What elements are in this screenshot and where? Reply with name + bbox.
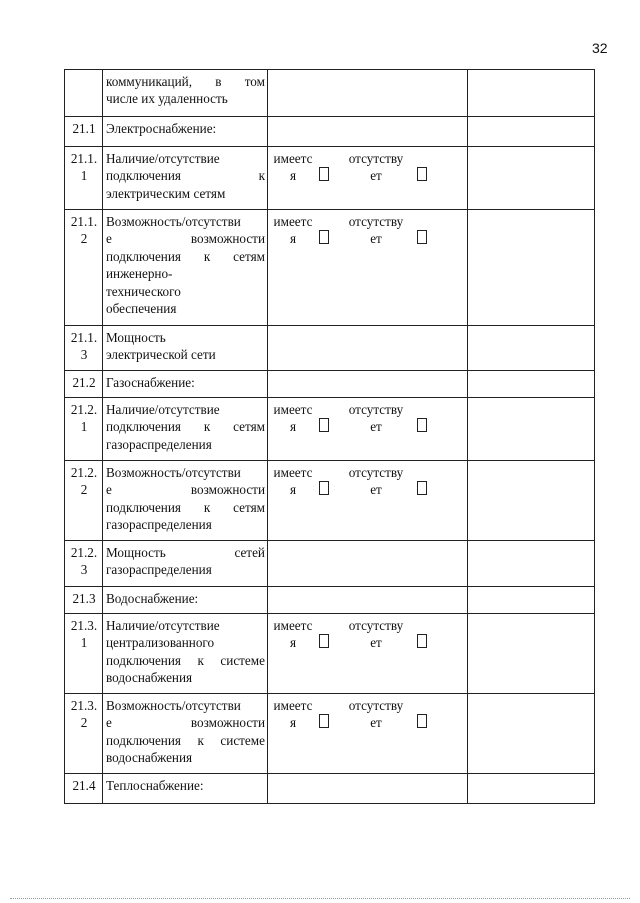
option-absent: [343, 697, 427, 732]
row-value: [268, 371, 468, 398]
table-row: [65, 117, 595, 147]
row-label: [103, 694, 268, 774]
option-absent-label: отсутству ет: [348, 618, 404, 651]
row-number: 21.3. 2: [65, 694, 103, 774]
row-value: [268, 117, 468, 147]
option-present-label: имеетс я: [273, 465, 313, 498]
row-label-line: Возможность/отсутстви: [106, 465, 241, 480]
option-absent: [343, 401, 427, 436]
option-absent: [343, 617, 427, 652]
row-label-line: Теплоснабжение:: [106, 778, 204, 793]
row-label-line: технического: [106, 283, 181, 299]
row-label-line: е возможности: [106, 482, 265, 498]
row-value: [268, 210, 468, 326]
row-label-line: Возможность/отсутстви: [106, 214, 241, 229]
row-number: 21.2: [65, 371, 103, 398]
form-table: [64, 69, 595, 804]
row-label: [103, 614, 268, 694]
row-value: [268, 147, 468, 210]
row-note: [468, 117, 595, 147]
option-present-checkbox[interactable]: [319, 481, 329, 495]
row-label-line: Водоснабжение:: [106, 591, 199, 606]
option-present-checkbox[interactable]: [319, 230, 329, 244]
row-number: 21.3: [65, 587, 103, 614]
row-number: 21.2. 1: [65, 398, 103, 461]
option-absent-label: отсутству ет: [348, 214, 404, 247]
option-present: [271, 697, 329, 732]
row-label-line: газораспределения: [106, 517, 212, 533]
row-label-line: централизованного: [106, 635, 215, 651]
row-note: [468, 541, 595, 587]
option-present-checkbox[interactable]: [319, 167, 329, 181]
row-label: [103, 117, 268, 147]
option-absent: [343, 464, 427, 499]
row-note: [468, 461, 595, 541]
table-row: [65, 147, 595, 210]
row-label-line: Мощность сетей: [106, 545, 265, 560]
row-note: [468, 694, 595, 774]
option-present-checkbox[interactable]: [319, 634, 329, 648]
row-label-line: Наличие/отсутствие: [106, 402, 220, 417]
table-row: [65, 541, 595, 587]
row-label-line: водоснабжения: [106, 750, 193, 766]
option-present-label: имеетс я: [273, 698, 313, 731]
row-label: [103, 541, 268, 587]
row-label-line: подключения к сетям: [106, 248, 265, 264]
table-row: [65, 70, 595, 117]
row-note: [468, 210, 595, 326]
row-label: [103, 461, 268, 541]
row-label-line: подключения к сетям: [106, 499, 265, 515]
option-present: [271, 401, 329, 436]
option-present-label: имеетс я: [273, 151, 313, 184]
option-absent-label: отсутству ет: [348, 402, 404, 435]
row-number: 21.2. 2: [65, 461, 103, 541]
row-label: [103, 398, 268, 461]
option-absent-checkbox[interactable]: [417, 634, 427, 648]
row-label-line: Наличие/отсутствие: [106, 151, 220, 166]
table-row: [65, 774, 595, 804]
row-label: [103, 326, 268, 371]
row-value: [268, 326, 468, 371]
row-label-line: электрическим сетям: [106, 185, 226, 201]
row-value: [268, 398, 468, 461]
row-label-line: Мощность: [106, 330, 166, 345]
option-present: [271, 617, 329, 652]
option-absent-label: отсутству ет: [348, 698, 404, 731]
row-number: 21.3. 1: [65, 614, 103, 694]
row-number: 21.1. 1: [65, 147, 103, 210]
row-value: [268, 541, 468, 587]
option-present: [271, 464, 329, 499]
row-note: [468, 398, 595, 461]
option-absent-checkbox[interactable]: [417, 167, 427, 181]
row-value: [268, 461, 468, 541]
row-label-line: коммуникаций, в том: [106, 74, 265, 89]
row-label: [103, 774, 268, 804]
row-label-line: Электроснабжение:: [106, 121, 217, 136]
option-present: [271, 150, 329, 185]
row-label: [103, 587, 268, 614]
option-absent-label: отсутству ет: [348, 151, 404, 184]
page-number: 32: [592, 40, 608, 56]
row-label-line: газораспределения: [106, 436, 212, 452]
row-label-line: Наличие/отсутствие: [106, 618, 220, 633]
row-note: [468, 774, 595, 804]
row-note: [468, 587, 595, 614]
table-row: [65, 398, 595, 461]
option-absent: [343, 213, 427, 248]
row-label-line: числе их удаленность: [106, 91, 228, 107]
row-number: 21.2. 3: [65, 541, 103, 587]
page-edge-line: [10, 898, 630, 899]
table-row: [65, 210, 595, 326]
option-absent-checkbox[interactable]: [417, 230, 427, 244]
row-note: [468, 147, 595, 210]
row-number: 21.4: [65, 774, 103, 804]
row-note: [468, 371, 595, 398]
option-present-label: имеетс я: [273, 402, 313, 435]
table-row: [65, 587, 595, 614]
row-label-line: электрической сети: [106, 347, 216, 363]
row-number: 21.1. 3: [65, 326, 103, 371]
row-label-line: подключения к системе: [106, 732, 265, 748]
option-present-label: имеетс я: [273, 618, 313, 651]
option-present-checkbox[interactable]: [319, 418, 329, 432]
option-absent-label: отсутству ет: [348, 465, 404, 498]
row-label-line: водоснабжения: [106, 670, 193, 686]
row-value: [268, 694, 468, 774]
option-present-label: имеетс я: [273, 214, 313, 247]
row-number: 21.1. 2: [65, 210, 103, 326]
row-value: [268, 587, 468, 614]
row-label-line: подключения к сетям: [106, 419, 265, 435]
row-label: [103, 70, 268, 117]
option-present: [271, 213, 329, 248]
row-label-line: е возможности: [106, 715, 265, 731]
row-value: [268, 774, 468, 804]
row-note: [468, 70, 595, 117]
option-absent: [343, 150, 427, 185]
row-label-line: инженерно-: [106, 266, 173, 282]
row-number: [65, 70, 103, 117]
row-value: [268, 70, 468, 117]
row-note: [468, 614, 595, 694]
row-label: [103, 210, 268, 326]
table-row: [65, 461, 595, 541]
row-note: [468, 326, 595, 371]
row-label-line: подключения к системе: [106, 652, 265, 668]
table-row: [65, 371, 595, 398]
row-label-line: Возможность/отсутстви: [106, 698, 241, 713]
row-label-line: е возможности: [106, 231, 265, 247]
table-row: [65, 326, 595, 371]
row-number: 21.1: [65, 117, 103, 147]
option-absent-checkbox[interactable]: [417, 418, 427, 432]
row-label-line: Газоснабжение:: [106, 375, 195, 390]
table-row: [65, 614, 595, 694]
option-absent-checkbox[interactable]: [417, 714, 427, 728]
row-label-line: газораспределения: [106, 562, 212, 578]
row-label-line: обеспечения: [106, 301, 177, 317]
row-label: [103, 371, 268, 398]
table-row: [65, 694, 595, 774]
row-label-line: подключения к: [106, 168, 265, 184]
option-present-checkbox[interactable]: [319, 714, 329, 728]
row-value: [268, 614, 468, 694]
row-label: [103, 147, 268, 210]
option-absent-checkbox[interactable]: [417, 481, 427, 495]
